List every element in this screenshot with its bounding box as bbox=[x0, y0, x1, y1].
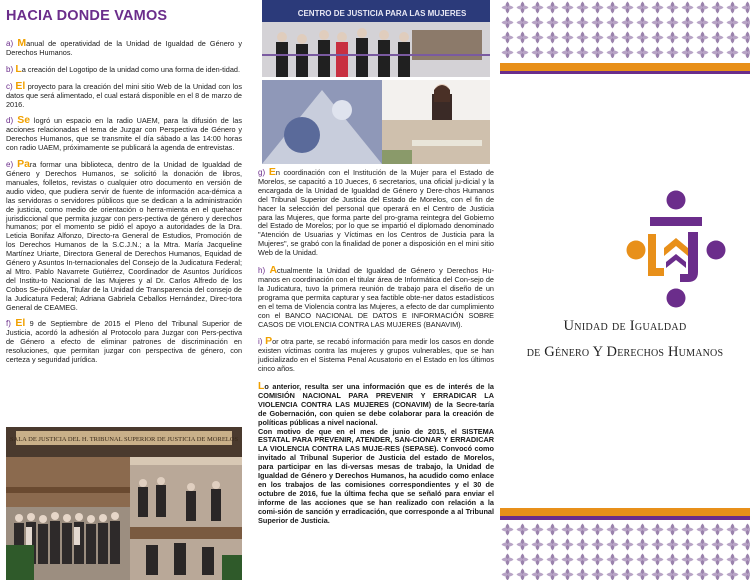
photo-courtroom-group bbox=[6, 427, 242, 580]
closing-paragraph-2: Con motivo de que en el mes de junio de 2015, el SISTEMA ESTATAL PARA PREVENIR, ATENDER, SAN-CIONAR Y ERRADICAR LA VIOLENCIA CONTRA LAS MUJE-RES (SEPASE). Convocó como invitado al Tribunal Superior de Justicia del estado de Morelos, para participar en las di-versas mesas de trabajo, la Unidad de Igualdad de Género y Derechos Humanos, ha acudido como enlace en los trabajos de las comisiones correspondientes y el 30 de octubre de 2016, fue la última fecha que se señaló para enviar el informe de las acciones que se han realizado con relación a la comi-sión de sanción y erradicación, que corresponde a al Tribunal Superior de Justicia. bbox=[258, 426, 494, 525]
item-d: d) Se logró un espacio en la radio UAEM, para la difusión de las acciones relacionadas el tema de Juzgar con Perspectiva de Género y Derechos Humanos, que se transmite el día sábado a las 14:00 horas con radio UAEM, próximamente se publicará la agenda de entrevistas. bbox=[6, 114, 242, 153]
item-c: c) El proyecto para la creación del mini sitio Web de la Unidad con los datos que será alimentado, el cual estará disponible en el 8 de marzo de 2016. bbox=[6, 79, 243, 109]
decorative-pattern-top bbox=[500, 0, 750, 58]
org-name-line-2: de Género Y Derechos Humanos bbox=[526, 344, 724, 360]
section-title: HACIA DONDE VAMOS bbox=[6, 8, 168, 24]
panel-middle bbox=[258, 168, 494, 526]
panel-right-cover bbox=[500, 0, 750, 580]
item-h: h) Actualmente la Unidad de Igualdad de Género y Derechos Hu-manos en coordinación con el titular área de Informática del Con-sejo de la Judicatura, tuvo la primera reunión de trabajo para el diseño de un programa que permita capturar y sea factible obte-ner datos estadísticos en el tema de Violencia contra las Mujeres, a efecto de dar cumplimiento con el BANCO NACIONAL DE DATOS E INFORMACIÓN SOBRE CASOS DE VIOLENCIA CONTRA LAS MUJERES (BANAVIM). bbox=[258, 264, 494, 329]
item-a: a) Manual de operatividad de la Unidad de Igualdad de Género y Derechos Humanos. bbox=[6, 37, 242, 57]
photo-ribbon-cutting bbox=[262, 0, 490, 77]
item-f: f) El 9 de Septiembre de 2015 el Pleno del Tribunal Superior de Justicia, acordó la adhesión al Protocolo para Juzgar con Pers-pectiva de Género a efecto de eliminar patrones de discriminación en resoluciones, que permitan juzgar con perspectiva de género, con certeza y seguridad jurídica. bbox=[6, 317, 243, 365]
decorative-pattern-bottom bbox=[500, 522, 750, 580]
divider-orange-bottom bbox=[500, 508, 750, 516]
divider-purple-top bbox=[500, 71, 750, 74]
photo-office bbox=[262, 80, 490, 164]
item-i: i) Por otra parte, se recabó información para medir los casos en donde existen víctimas contra las mujeres y grupos vulnerables, que se han judicializado en el Sistema Penal Acusatorio en el Estado en los últimos cinco años. bbox=[258, 335, 494, 374]
item-b: b) La creación del Logotipo de la unidad como una forma de iden-tidad. bbox=[6, 62, 241, 75]
item-e: e) Para formar una biblioteca, dentro de la Unidad de Igualdad de Género y Derechos Humanos, se solicitó la donación de libros, manuales, folletos, revistas o cualquier otro documento en versión de audio video, que pudiera servir de fuente de información aca-démica a las servidoras o servidores públicos que se dedican a la administración de justicia, como medio de orientación o herra-mienta en el quehacer jurisdiccional que permita juzgar con pers-pectiva de género y derechos humanos; por el momento se pidió el apoyo a autoridades de la Dra. Leticia Bonifaz Alfonzo, Directo-ra General de Estudios, Promoción de los Derechos Humanos de la S.C.J.N.; a la Mtra. María Jacqueline Martínez Uriarte, Directora General de Derechos Humanos, Equidad de Género y Asuntos In-ternacionales del Consejo de la Judicatura Federal; al Mtro. Pablo Navarrete Gutiérrez, Coordinador de Asuntos Jurídicos del Institu-to Nacional de las Mujeres y al Dr. Carlos Alfredo de los Cobos Se-púlveda, Titular de la Unidad de Transparencia del consejo de la Judicatura Federal; Adriana Gabriela Ceballos Hernández, Direc-tora General de CEAMEG. bbox=[6, 158, 242, 312]
closing-paragraph-1: Lo anterior, resulta ser una información que es de interés de la COMISIÓN NACIONAL PARA PREVENIR Y ERRADICAR LA VIOLENCIA CONTRA LAS MUJERES (CONAVIM) de la Secre-taría de Gobernación, con quien se debe colaborar para la creación de políticas públicas a nivel nacional. bbox=[258, 380, 494, 427]
panel-left bbox=[6, 8, 242, 365]
org-name-line-1: Unidad de Igualdad bbox=[563, 318, 687, 334]
courtroom-sign-text: SALA DE JUSTICIA DEL H. TRIBUNAL SUPERIOR DE JUSTICIA DE MORELOS bbox=[9, 436, 239, 443]
item-g: g) En coordinación con el Institución de la Mujer para el Estado de Morelos, se capacitó a 10 Jueces, 6 secretarios, una oficial ju-dicial y la encargada de la Unidad de Igualdad de Género y Dere-chos Humanos del Tribunal Superior de Justicia del Estado de Morelos, con el fin de hacer la selección del personal que operará en el Centro de Justicia para las Mujeres, que forma parte del pro-grama reintegra del Gobierno del Estado de Morelos; por lo que se impartió el diplomado denominado "Atención de Usuarias y Víctimas en los Centros de Justicia para la Mujeres", se grabó con la finalidad de poner a disposición en el mini sitio Web de la Unidad. bbox=[258, 166, 494, 258]
unit-logo bbox=[616, 190, 746, 315]
divider-purple-bottom bbox=[500, 516, 750, 520]
banner-text: CENTRO DE JUSTICIA PARA LAS MUJERES bbox=[297, 9, 467, 18]
divider-orange-top bbox=[500, 63, 750, 71]
closing-statement bbox=[258, 382, 494, 526]
